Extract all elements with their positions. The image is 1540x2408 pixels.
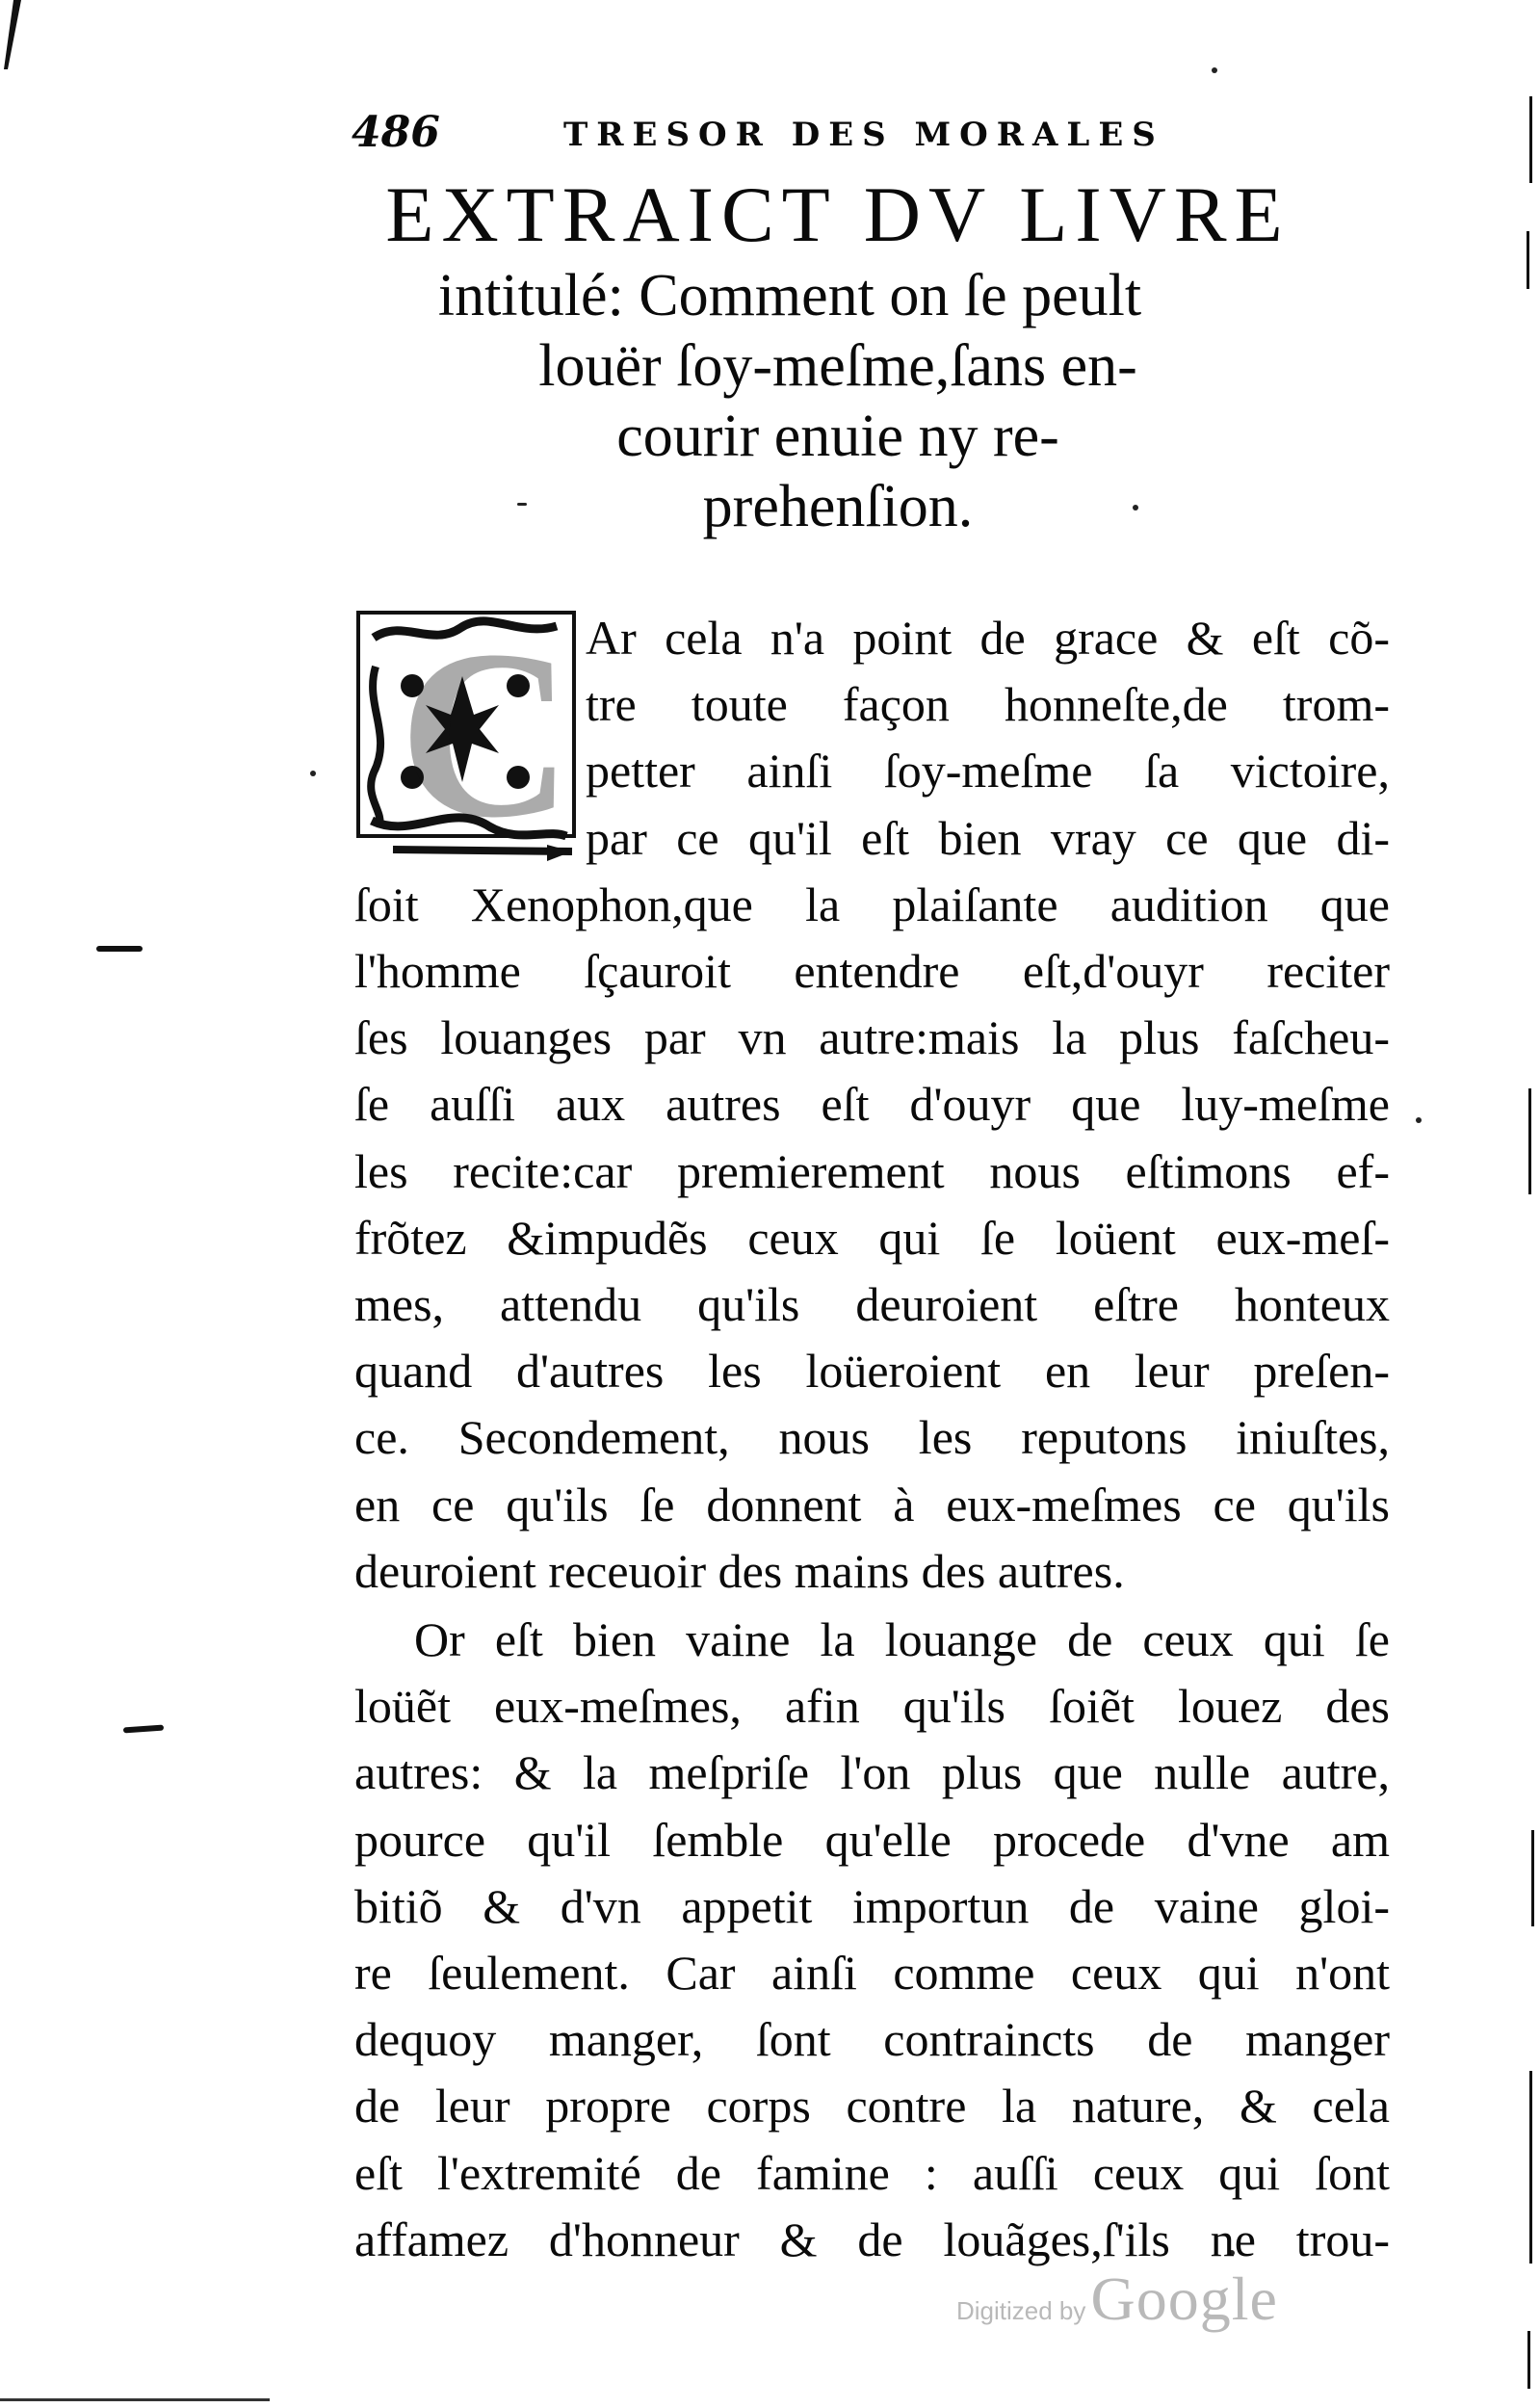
text-line: bitiõ & d'vn appetit importun de vaine gloi-	[354, 1878, 1390, 1933]
right-edge-mark	[1531, 1830, 1534, 1926]
text-line: Ar cela n'a point de grace & eſt cõ-	[586, 611, 1390, 665]
text-line: frõtez &impudẽs ceux qui ſe loüent eux-meſ-	[354, 1210, 1390, 1265]
text-line: Or eſt bien vaine la louange de ceux qui ſe	[414, 1612, 1390, 1667]
right-edge-mark	[1527, 231, 1529, 289]
paragraph-2	[354, 1607, 1390, 2273]
text-line: affamez d'honneur & de louãges,ſ'ils ne trou-	[354, 2212, 1390, 2266]
running-title: TRESOR DES MORALES	[563, 116, 1164, 154]
drop-cap-letter: C	[399, 601, 573, 868]
text-line: petter ainſi ſoy-meſme ſa victoire,	[586, 744, 1390, 798]
text-line: l'homme ſçauroit entendre eſt,d'ouyr reciter	[354, 944, 1390, 999]
text-line: de leur propre corps contre la nature, & cela	[354, 2079, 1390, 2133]
watermark-prefix: Digitized by	[956, 2296, 1086, 2325]
body-text	[354, 601, 1390, 2273]
ornamental-drop-cap	[354, 601, 578, 868]
chapter-title-line: EXTRAICT DV LIVRE	[385, 170, 1291, 258]
chapter-title	[347, 169, 1329, 542]
text-line: deuroient receuoir des mains des autres.	[354, 1543, 1125, 1598]
chapter-title-line: prehenſion.	[702, 474, 974, 539]
text-line: re ſeulement. Car ainſi comme ceux qui n'ont	[354, 1946, 1390, 2001]
right-edge-mark	[1528, 1088, 1531, 1194]
running-head	[352, 108, 1276, 166]
text-line: eſt l'extremité de famine : auſſi ceux qui ſont	[354, 2145, 1390, 2200]
ink-speck	[1212, 67, 1217, 73]
paragraph-1	[354, 601, 1390, 1605]
right-edge-mark	[1529, 2071, 1532, 2264]
text-line: les recite:car premierement nous eſtimons ef-	[354, 1143, 1390, 1198]
corner-stroke-mark	[0, 0, 29, 77]
text-line: ſes louanges par vn autre:mais la plus faſcheu-	[354, 1010, 1390, 1065]
text-line: ſoit Xenophon,que la plaiſante audition que	[354, 877, 1390, 931]
ink-speck	[310, 771, 316, 776]
page-number: 486	[352, 108, 440, 157]
text-line: dequoy manger, ſont contraincts de manger	[354, 2012, 1390, 2067]
text-line: pource qu'il ſemble qu'elle procede d'vne am	[354, 1812, 1390, 1867]
text-line: mes, attendu qu'ils deuroient eſtre honteux	[354, 1277, 1390, 1332]
chapter-title-line: courir enuie ny re-	[616, 404, 1059, 469]
watermark-brand-logo: Google	[1090, 2264, 1278, 2333]
text-line: tre toute façon honneſte,de trom-	[586, 677, 1390, 732]
text-line: autres: & la meſpriſe l'on plus que nulle autre,	[354, 1745, 1390, 1800]
text-line: en ce qu'ils ſe donnent à eux-meſmes ce qu'ils	[354, 1477, 1390, 1531]
chapter-title-line: louër ſoy-meſme,ſans en-	[538, 333, 1137, 399]
text-line: loüẽt eux-meſmes, afin qu'ils ſoiẽt louez des	[354, 1679, 1390, 1734]
chapter-title-line: intitulé: Comment on ſe peult	[437, 263, 1142, 328]
left-margin-dash	[123, 1725, 164, 1734]
right-edge-mark	[1527, 2331, 1530, 2389]
right-edge-mark	[1529, 96, 1532, 183]
text-line: quand d'autres les loüeroient en leur preſen-	[354, 1344, 1390, 1399]
digitized-by-watermark	[956, 2264, 1278, 2335]
left-margin-dash	[96, 946, 143, 952]
text-line: ce. Secondement, nous les reputons iniuſtes,	[354, 1410, 1390, 1465]
text-line: ſe auſſi aux autres eſt d'ouyr que luy-meſme	[354, 1077, 1390, 1132]
bottom-edge-rule	[0, 2398, 270, 2401]
ink-speck	[1416, 1117, 1422, 1123]
text-line: par ce qu'il eſt bien vray ce que di-	[586, 810, 1390, 865]
